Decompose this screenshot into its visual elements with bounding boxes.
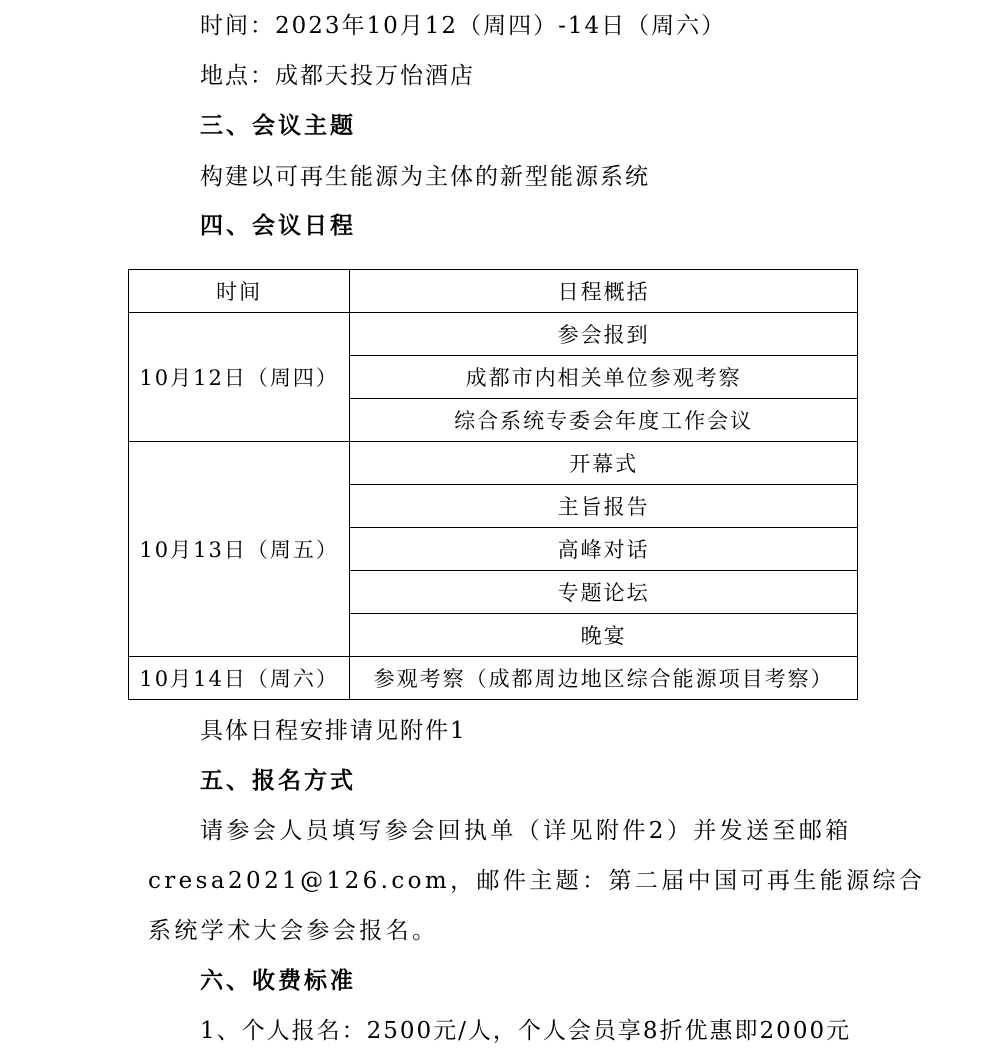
theme-heading: 三、会议主题 xyxy=(200,112,356,139)
fee-heading: 六、收费标准 xyxy=(200,967,356,994)
agenda-cell: 综合系统专委会年度工作会议 xyxy=(350,399,858,442)
agenda-cell: 开幕式 xyxy=(350,442,858,485)
registration-line-1: 请参会人员填写参会回执单（详见附件2）并发送至邮箱 xyxy=(200,818,852,844)
header-time-cell: 时间 xyxy=(129,270,350,313)
schedule-note: 具体日程安排请见附件1 xyxy=(200,718,467,744)
fee-line-1: 1、个人报名：2500元/人，个人会员享8折优惠即2000元 xyxy=(200,1018,852,1044)
registration-line-2: cresa2021@126.com，邮件主题：第二届中国可再生能源综合 xyxy=(148,868,926,894)
agenda-cell: 高峰对话 xyxy=(350,528,858,571)
agenda-cell: 成都市内相关单位参观考察 xyxy=(350,356,858,399)
registration-heading: 五、报名方式 xyxy=(200,767,356,794)
registration-line-3: 系统学术大会参会报名。 xyxy=(148,918,439,944)
agenda-cell: 晚宴 xyxy=(350,614,858,657)
date-cell-day2: 10月13日（周五） xyxy=(129,442,350,657)
date-cell-day1: 10月12日（周四） xyxy=(129,313,350,442)
agenda-cell: 参观考察（成都周边地区综合能源项目考察） xyxy=(350,657,858,700)
agenda-cell: 参会报到 xyxy=(350,313,858,356)
table-header-row xyxy=(129,270,858,313)
table-row xyxy=(129,313,858,356)
date-cell-day3: 10月14日（周六） xyxy=(129,657,350,700)
agenda-cell: 专题论坛 xyxy=(350,571,858,614)
schedule-heading: 四、会议日程 xyxy=(200,212,356,239)
table-row xyxy=(129,657,858,700)
meeting-time: 时间：2023年10月12（周四）-14日（周六） xyxy=(200,13,727,39)
table-row xyxy=(129,442,858,485)
meeting-venue: 地点：成都天投万怡酒店 xyxy=(200,63,475,89)
theme-text: 构建以可再生能源为主体的新型能源系统 xyxy=(200,164,650,190)
agenda-cell: 主旨报告 xyxy=(350,485,858,528)
schedule-table xyxy=(128,269,858,700)
header-agenda-cell: 日程概括 xyxy=(350,270,858,313)
